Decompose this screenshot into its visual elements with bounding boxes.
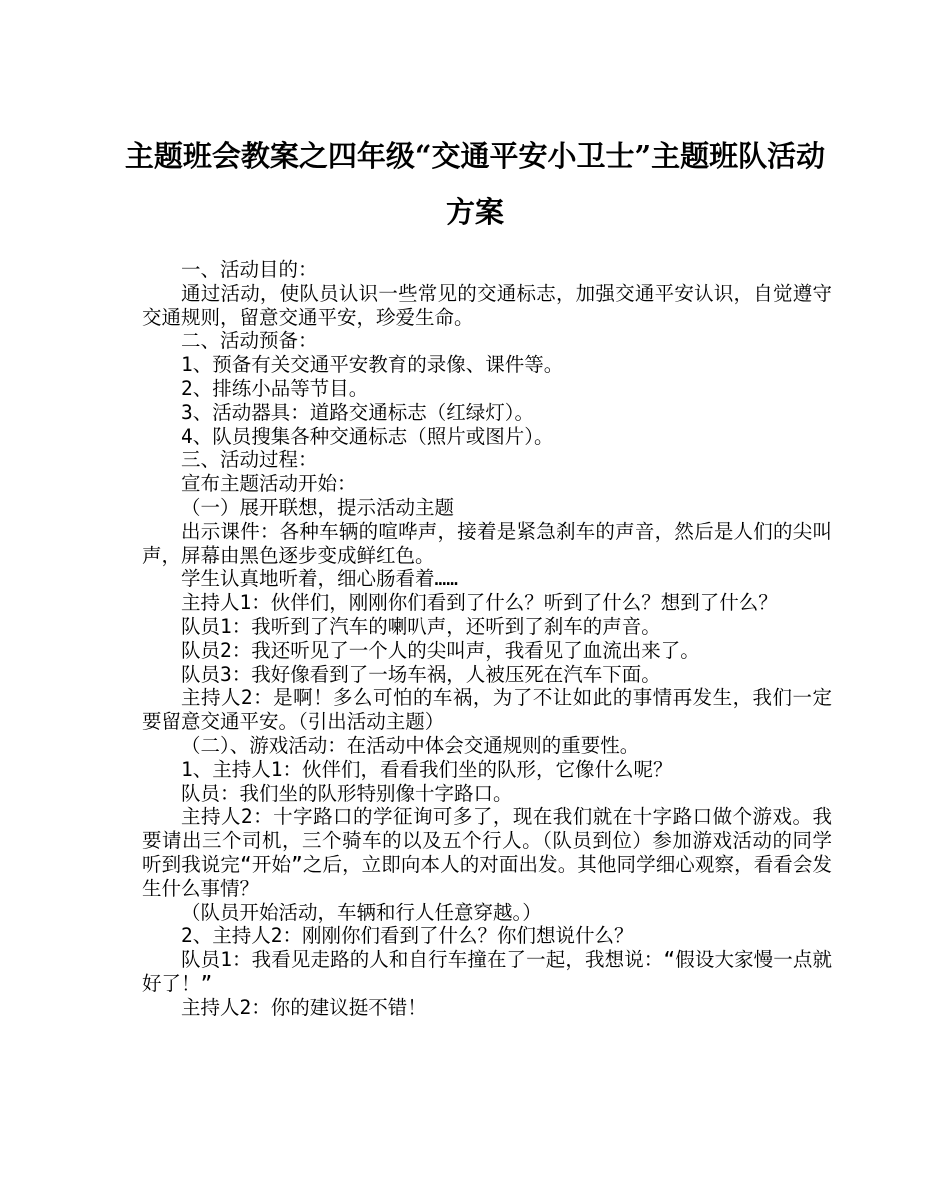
- document-title: 主题班会教案之四年级“交通平安小卫士”主题班队活动方案: [124, 139, 826, 229]
- paragraph: 宣布主题活动开始：: [181, 472, 357, 496]
- paragraph: 队员3：我好像看到了一场车祸，人被压死在汽车下面。: [181, 662, 661, 686]
- paragraph: 2、排练小品等节目。: [181, 376, 369, 400]
- paragraph: 主持人2：十字路口的学征询可多了，现在我们就在十字路口做个游戏。我要请出三个司机，三个骑车的以及五个行人。（队员到位）参加游戏活动的同学听到我说完“开始”之后，立即向本人的对面出发。其他同学细心观察，看看会发生什么事情？: [142, 805, 832, 900]
- paragraph: 3、活动器具：道路交通标志（红绿灯）。: [181, 400, 534, 424]
- paragraph: 2、主持人2：刚刚你们看到了什么？你们想说什么？: [181, 924, 634, 948]
- paragraph: 学生认真地听着，细心肠看着……: [181, 567, 458, 591]
- document-body: [142, 258, 832, 1020]
- paragraph: 主持人2：你的建议挺不错！: [181, 995, 427, 1019]
- paragraph: 主持人1：伙伴们，刚刚你们看到了什么？听到了什么？想到了什么？: [181, 591, 778, 615]
- paragraph: （队员开始活动，车辆和行人任意穿越。）: [181, 900, 542, 924]
- paragraph: 4、队员搜集各种交通标志（照片或图片）。: [181, 424, 554, 448]
- paragraph: 队员1：我看见走路的人和自行车撞在了一起，我想说：“假设大家慢一点就好了！”: [142, 948, 832, 995]
- paragraph: 出示课件：各种车辆的喧哗声，接着是紧急刹车的声音，然后是人们的尖叫声，屏幕由黑色逐步变成鲜红色。: [142, 519, 832, 567]
- paragraph: 三、活动过程：: [181, 448, 318, 472]
- paragraph: 主持人2：是啊！多么可怕的车祸，为了不让如此的事情再发生，我们一定要留意交通平安。（引出活动主题）: [142, 686, 832, 734]
- paragraph: （一）展开联想，提示活动主题: [181, 495, 455, 519]
- paragraph: 1、预备有关交通平安教育的录像、课件等。: [181, 353, 564, 377]
- paragraph: 队员：我们坐的队形特别像十字路口。: [181, 781, 513, 805]
- paragraph: 通过活动，使队员认识一些常见的交通标志，加强交通平安认识，自觉遵守交通规则，留意交通平安，珍爱生命。: [142, 281, 832, 329]
- paragraph: 二、活动预备：: [181, 329, 318, 353]
- paragraph: 一、活动目的：: [181, 258, 318, 281]
- paragraph: （二）、游戏活动：在活动中体会交通规则的重要性。: [181, 733, 640, 757]
- paragraph: 队员2：我还听见了一个人的尖叫声，我看见了血流出来了。: [181, 638, 700, 662]
- paragraph: 1、主持人1：伙伴们，看看我们坐的队形，它像什么呢？: [181, 757, 673, 781]
- paragraph: 队员1：我听到了汽车的喇叭声，还听到了刹车的声音。: [181, 614, 661, 638]
